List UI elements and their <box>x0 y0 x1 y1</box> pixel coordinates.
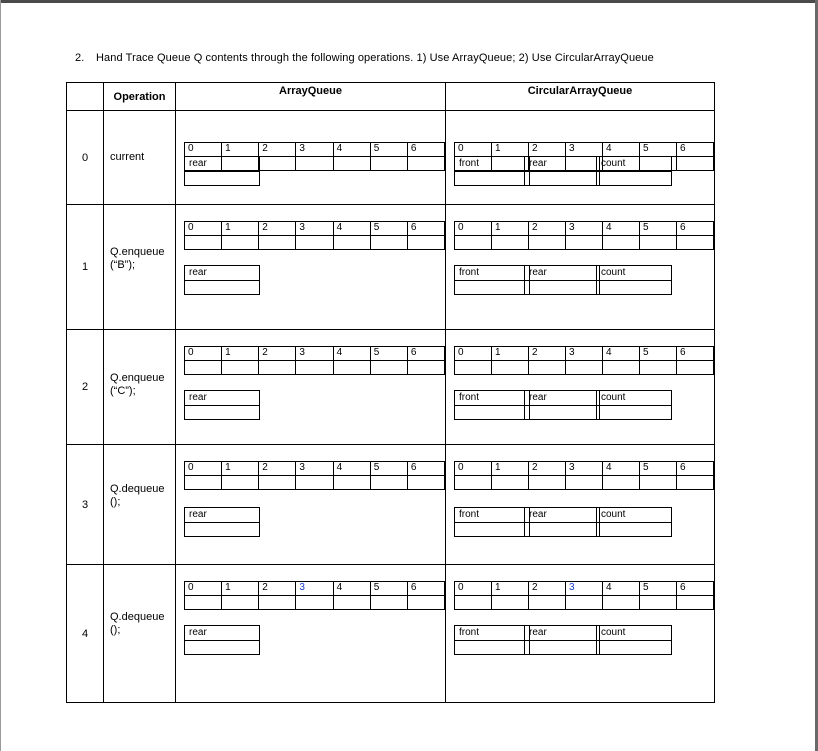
value-cell[interactable] <box>185 476 222 490</box>
index-cell: 4 <box>333 143 370 157</box>
value-cell[interactable] <box>603 596 640 610</box>
array-queue-rear-label: rear <box>185 626 260 641</box>
array-queue-array-grid <box>184 461 445 490</box>
circular-queue-count-box <box>596 156 672 186</box>
index-cell: 3 <box>566 462 603 476</box>
value-cell[interactable] <box>529 361 566 375</box>
value-row <box>185 236 445 250</box>
array-queue-cell <box>176 445 446 565</box>
value-cell[interactable] <box>296 157 333 171</box>
circular-queue-count-label: count <box>597 626 672 641</box>
value-row <box>455 596 714 610</box>
circular-queue-front-label: front <box>455 157 530 172</box>
operation-line-1: Q.dequeue <box>110 483 165 495</box>
circular-queue-front-label: front <box>455 266 530 281</box>
value-cell[interactable] <box>455 476 492 490</box>
value-cell[interactable] <box>370 236 407 250</box>
index-cell: 3 <box>296 462 333 476</box>
circular-queue-array-grid <box>454 581 714 610</box>
index-cell: 1 <box>492 347 529 361</box>
circular-queue-rear-box <box>524 625 600 655</box>
index-cell: 1 <box>222 582 259 596</box>
index-row <box>185 582 445 596</box>
value-cell[interactable] <box>259 236 296 250</box>
value-cell[interactable] <box>603 361 640 375</box>
row-number: 3 <box>67 445 104 565</box>
array-queue-rear-value[interactable] <box>185 641 260 655</box>
array-queue-array-grid <box>184 581 445 610</box>
circular-queue-rear-box <box>524 156 600 186</box>
operation-line-2: (“C”); <box>110 385 136 397</box>
index-cell: 6 <box>407 462 444 476</box>
index-cell: 0 <box>455 462 492 476</box>
question-number: 2. <box>75 52 85 64</box>
array-queue-cell <box>176 330 446 445</box>
index-cell: 0 <box>185 347 222 361</box>
value-cell[interactable] <box>222 596 259 610</box>
array-queue-header <box>176 83 446 111</box>
array-queue-cell <box>176 111 446 205</box>
array-queue-array-grid <box>184 221 445 250</box>
circular-queue-front-box <box>454 156 530 186</box>
array-queue-rear-box <box>184 507 260 537</box>
operation-cell <box>104 565 176 703</box>
row-number: 4 <box>67 565 104 703</box>
circular-queue-rear-label: rear <box>525 626 600 641</box>
operation-row <box>67 565 715 703</box>
index-cell: 6 <box>677 462 714 476</box>
array-queue-rear-label: rear <box>185 508 260 523</box>
index-cell: 3 <box>566 143 603 157</box>
operation-text <box>110 372 164 398</box>
array-queue-array-grid <box>184 346 445 375</box>
value-cell[interactable] <box>333 361 370 375</box>
index-cell: 1 <box>222 143 259 157</box>
circular-queue-rear-label: rear <box>525 508 600 523</box>
row-number: 1 <box>67 205 104 330</box>
question-heading <box>75 52 654 64</box>
array-queue-rear-label: rear <box>185 266 260 281</box>
window-left-border <box>0 0 1 751</box>
index-cell: 0 <box>455 143 492 157</box>
value-cell[interactable] <box>407 236 444 250</box>
value-cell[interactable] <box>333 157 370 171</box>
circular-queue-count-label: count <box>597 508 672 523</box>
index-cell: 0 <box>185 462 222 476</box>
operation-text <box>110 483 164 509</box>
value-cell[interactable] <box>677 361 714 375</box>
index-row <box>185 143 445 157</box>
circular-queue-front-box <box>454 625 530 655</box>
circular-queue-array-grid <box>454 346 714 375</box>
array-queue-rear-box <box>184 390 260 420</box>
circular-queue-rear-box <box>524 507 600 537</box>
value-cell[interactable] <box>566 236 603 250</box>
value-cell[interactable] <box>370 596 407 610</box>
index-cell: 1 <box>222 347 259 361</box>
value-cell[interactable] <box>529 236 566 250</box>
operation-row <box>67 330 715 445</box>
circular-queue-count-value[interactable] <box>597 523 672 537</box>
value-cell[interactable] <box>185 236 222 250</box>
value-row <box>185 596 445 610</box>
operation-line-2: (); <box>110 496 121 508</box>
value-cell[interactable] <box>370 476 407 490</box>
value-cell[interactable] <box>455 236 492 250</box>
index-cell: 1 <box>492 462 529 476</box>
circular-queue-count-box <box>596 265 672 295</box>
operation-cell <box>104 445 176 565</box>
index-cell: 0 <box>185 143 222 157</box>
index-cell: 5 <box>370 347 407 361</box>
operation-cell <box>104 205 176 330</box>
array-queue-rear-value[interactable] <box>185 281 260 295</box>
trace-table <box>66 82 715 703</box>
index-cell: 0 <box>455 222 492 236</box>
index-cell: 5 <box>370 582 407 596</box>
index-cell: 5 <box>370 462 407 476</box>
circular-queue-rear-value[interactable] <box>525 641 600 655</box>
circular-queue-cell <box>446 111 715 205</box>
operation-row <box>67 445 715 565</box>
index-cell: 6 <box>407 143 444 157</box>
circular-queue-front-value[interactable] <box>455 641 530 655</box>
value-cell[interactable] <box>407 361 444 375</box>
circular-queue-rear-value[interactable] <box>525 281 600 295</box>
circular-queue-rear-box <box>524 265 600 295</box>
index-cell: 2 <box>259 582 296 596</box>
array-queue-rear-box <box>184 156 260 186</box>
operation-row <box>67 111 715 205</box>
value-cell[interactable] <box>492 476 529 490</box>
value-row <box>185 476 445 490</box>
index-cell: 6 <box>407 582 444 596</box>
index-cell: 4 <box>603 347 640 361</box>
value-cell[interactable] <box>455 361 492 375</box>
index-cell: 5 <box>640 347 677 361</box>
value-cell[interactable] <box>640 236 677 250</box>
value-cell[interactable] <box>259 157 296 171</box>
circular-queue-front-label: front <box>455 391 530 406</box>
index-cell: 2 <box>259 462 296 476</box>
index-cell: 4 <box>333 462 370 476</box>
operation-row <box>67 205 715 330</box>
index-row <box>185 222 445 236</box>
value-cell[interactable] <box>529 596 566 610</box>
circular-queue-rear-value[interactable] <box>525 406 600 420</box>
circular-queue-front-box <box>454 390 530 420</box>
operation-line-2: (“B”); <box>110 259 136 271</box>
index-cell: 4 <box>603 582 640 596</box>
circular-queue-rear-value[interactable] <box>525 172 600 186</box>
index-row <box>185 347 445 361</box>
value-cell[interactable] <box>333 236 370 250</box>
value-row <box>455 476 714 490</box>
index-cell: 6 <box>677 582 714 596</box>
value-cell[interactable] <box>333 476 370 490</box>
circular-queue-count-value[interactable] <box>597 641 672 655</box>
value-cell[interactable] <box>296 476 333 490</box>
value-cell[interactable] <box>455 596 492 610</box>
circular-queue-front-label: front <box>455 626 530 641</box>
index-cell: 3 <box>296 143 333 157</box>
index-cell: 0 <box>185 222 222 236</box>
index-cell: 1 <box>492 143 529 157</box>
index-cell: 5 <box>640 143 677 157</box>
value-cell[interactable] <box>296 596 333 610</box>
value-row <box>185 361 445 375</box>
index-cell: 4 <box>603 462 640 476</box>
circular-queue-count-value[interactable] <box>597 406 672 420</box>
index-cell: 3 <box>296 347 333 361</box>
value-cell[interactable] <box>603 236 640 250</box>
array-queue-rear-box <box>184 625 260 655</box>
index-cell: 0 <box>455 582 492 596</box>
value-cell[interactable] <box>222 476 259 490</box>
index-row <box>455 582 714 596</box>
operation-line-1: current <box>110 151 145 163</box>
value-cell[interactable] <box>259 476 296 490</box>
circular-queue-count-value[interactable] <box>597 172 672 186</box>
index-cell: 4 <box>603 222 640 236</box>
value-cell[interactable] <box>333 596 370 610</box>
operation-text <box>110 246 164 272</box>
operation-cell <box>104 330 176 445</box>
circular-queue-rear-value[interactable] <box>525 523 600 537</box>
value-cell[interactable] <box>185 596 222 610</box>
operation-cell <box>104 111 176 205</box>
circular-queue-cell <box>446 445 715 565</box>
index-row <box>455 462 714 476</box>
index-cell: 3 <box>566 582 603 596</box>
index-cell: 1 <box>222 462 259 476</box>
array-queue-cell <box>176 205 446 330</box>
operation-header: Operation <box>104 83 176 111</box>
window-top-border <box>0 0 818 3</box>
value-row <box>455 361 714 375</box>
index-cell: 3 <box>296 582 333 596</box>
value-cell[interactable] <box>492 596 529 610</box>
value-row <box>455 236 714 250</box>
value-cell[interactable] <box>640 361 677 375</box>
value-cell[interactable] <box>222 236 259 250</box>
array-queue-rear-label: rear <box>185 157 260 172</box>
index-cell: 6 <box>407 347 444 361</box>
index-cell: 4 <box>333 347 370 361</box>
index-cell: 4 <box>333 222 370 236</box>
row-number: 2 <box>67 330 104 445</box>
index-cell: 0 <box>185 582 222 596</box>
value-cell[interactable] <box>259 596 296 610</box>
index-cell: 5 <box>370 222 407 236</box>
array-queue-rear-value[interactable] <box>185 406 260 420</box>
circular-queue-cell <box>446 330 715 445</box>
index-cell: 5 <box>640 222 677 236</box>
circular-queue-count-label: count <box>597 266 672 281</box>
index-cell: 2 <box>259 347 296 361</box>
value-cell[interactable] <box>677 476 714 490</box>
value-cell[interactable] <box>407 596 444 610</box>
operation-line-1: Q.enqueue <box>110 372 165 384</box>
circular-queue-front-value[interactable] <box>455 406 530 420</box>
index-cell: 2 <box>529 582 566 596</box>
array-queue-rear-label: rear <box>185 391 260 406</box>
value-cell[interactable] <box>566 361 603 375</box>
header-number-cell <box>67 83 104 111</box>
array-queue-title: ArrayQueue <box>279 84 342 97</box>
value-cell[interactable] <box>529 476 566 490</box>
index-row <box>455 222 714 236</box>
operation-text <box>110 151 144 164</box>
circular-queue-rear-label: rear <box>525 157 600 172</box>
index-cell: 3 <box>296 222 333 236</box>
circular-queue-front-value[interactable] <box>455 281 530 295</box>
circular-queue-count-box <box>596 507 672 537</box>
circular-queue-front-label: front <box>455 508 530 523</box>
index-cell: 4 <box>603 143 640 157</box>
index-cell: 1 <box>492 222 529 236</box>
value-cell[interactable] <box>677 236 714 250</box>
value-cell[interactable] <box>492 236 529 250</box>
row-number: 0 <box>67 111 104 205</box>
value-cell[interactable] <box>222 361 259 375</box>
value-cell[interactable] <box>185 361 222 375</box>
circular-queue-cell <box>446 565 715 703</box>
value-cell[interactable] <box>259 361 296 375</box>
index-cell: 2 <box>259 143 296 157</box>
circular-queue-header <box>446 83 715 111</box>
circular-queue-array-grid <box>454 221 714 250</box>
circular-queue-cell <box>446 205 715 330</box>
index-cell: 5 <box>370 143 407 157</box>
value-cell[interactable] <box>603 476 640 490</box>
circular-queue-rear-label: rear <box>525 391 600 406</box>
value-cell[interactable] <box>640 476 677 490</box>
index-row <box>185 462 445 476</box>
operation-line-2: (); <box>110 624 121 636</box>
index-cell: 3 <box>566 222 603 236</box>
value-cell[interactable] <box>370 361 407 375</box>
circular-queue-count-label: count <box>597 157 672 172</box>
circular-queue-front-box <box>454 507 530 537</box>
value-cell[interactable] <box>407 476 444 490</box>
operation-line-1: Q.enqueue <box>110 246 165 258</box>
value-cell[interactable] <box>370 157 407 171</box>
circular-queue-front-box <box>454 265 530 295</box>
circular-queue-rear-box <box>524 390 600 420</box>
circular-queue-count-box <box>596 390 672 420</box>
index-cell: 6 <box>677 143 714 157</box>
index-cell: 2 <box>529 462 566 476</box>
value-cell[interactable] <box>296 361 333 375</box>
index-cell: 2 <box>529 222 566 236</box>
index-cell: 1 <box>492 582 529 596</box>
circular-queue-count-box <box>596 625 672 655</box>
operation-text <box>110 611 164 637</box>
value-cell[interactable] <box>407 157 444 171</box>
circular-queue-count-label: count <box>597 391 672 406</box>
index-cell: 4 <box>333 582 370 596</box>
index-cell: 1 <box>222 222 259 236</box>
value-cell[interactable] <box>492 361 529 375</box>
value-cell[interactable] <box>640 596 677 610</box>
index-cell: 3 <box>566 347 603 361</box>
array-queue-cell <box>176 565 446 703</box>
index-row <box>455 143 714 157</box>
header-row <box>67 83 715 111</box>
circular-queue-rear-label: rear <box>525 266 600 281</box>
index-cell: 6 <box>677 347 714 361</box>
index-cell: 2 <box>529 347 566 361</box>
circular-queue-array-grid <box>454 461 714 490</box>
array-queue-rear-value[interactable] <box>185 172 260 186</box>
index-cell: 0 <box>455 347 492 361</box>
value-cell[interactable] <box>677 596 714 610</box>
index-cell: 6 <box>407 222 444 236</box>
index-cell: 5 <box>640 462 677 476</box>
value-cell[interactable] <box>677 157 714 171</box>
index-cell: 6 <box>677 222 714 236</box>
array-queue-rear-box <box>184 265 260 295</box>
value-cell[interactable] <box>296 236 333 250</box>
circular-queue-front-value[interactable] <box>455 523 530 537</box>
value-cell[interactable] <box>566 476 603 490</box>
index-cell: 5 <box>640 582 677 596</box>
value-cell[interactable] <box>566 596 603 610</box>
index-row <box>455 347 714 361</box>
circular-queue-title: CircularArrayQueue <box>527 84 633 97</box>
index-cell: 2 <box>259 222 296 236</box>
operation-line-1: Q.dequeue <box>110 611 165 623</box>
circular-queue-front-value[interactable] <box>455 172 530 186</box>
question-text: Hand Trace Queue Q contents through the following operations. 1) Use ArrayQueue; 2) Use CircularArrayQueue <box>96 52 654 64</box>
array-queue-rear-value[interactable] <box>185 523 260 537</box>
index-cell: 2 <box>529 143 566 157</box>
circular-queue-count-value[interactable] <box>597 281 672 295</box>
